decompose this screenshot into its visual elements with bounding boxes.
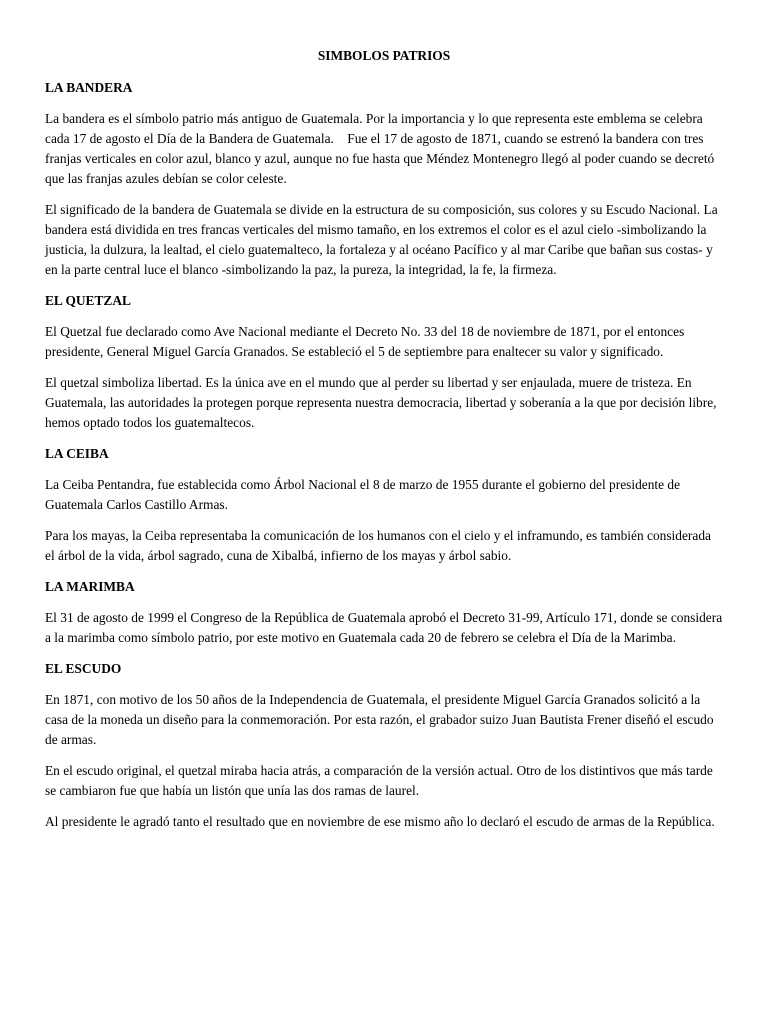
section-el-escudo bbox=[45, 659, 723, 832]
paragraph: El quetzal simboliza libertad. Es la única ave en el mundo que al perder su libertad y ser enjaulada, muere de tristeza. En Guatemala, las autoridades la protegen porque representa nuestra democracia, libertad y soberanía a la que por decisión libre, hemos optado todos los guatemaltecos. bbox=[45, 375, 717, 430]
document-page bbox=[45, 46, 723, 843]
paragraph: La bandera es el símbolo patrio más antiguo de Guatemala. Por la importancia y lo que representa este emblema se celebra cada 17 de agosto el Día de la Bandera de Guatemala. Fue el 17 de agosto de 1871, cuando se estrenó la bandera con tres franjas verticales en color azul, blanco y azul, aunque no fue hasta que Méndez Montenegro llegó al poder cuando se decretó que las franjas azules debían se color celeste. bbox=[45, 111, 718, 186]
section-heading: EL ESCUDO bbox=[45, 661, 122, 676]
paragraph: En el escudo original, el quetzal miraba hacia atrás, a comparación de la versión actual. Otro de los distintivos que más tarde se cambiaron fue que había un listón que unía las dos ramas de laurel. bbox=[45, 763, 713, 798]
paragraph: La Ceiba Pentandra, fue establecida como Árbol Nacional el 8 de marzo de 1955 durante el gobierno del presidente de Guatemala Carlos Castillo Armas. bbox=[45, 477, 681, 512]
section-heading: LA BANDERA bbox=[45, 80, 133, 95]
paragraph: El significado de la bandera de Guatemala se divide en la estructura de su composición, sus colores y su Escudo Nacional. La bandera está dividida en tres francas verticales del mismo tamaño, en los extremos el color es el azul cielo -simbolizando la justicia, la dulzura, la lealtad, el cielo guatemalteco, la fortaleza y al océano Pacífico y al mar Caribe que bañan sus costas- y en la parte central luce el blanco -simbolizando la paz, la pureza, la integridad, la fe, la firmeza. bbox=[45, 202, 718, 277]
section-el-quetzal bbox=[45, 291, 723, 433]
section-heading: LA MARIMBA bbox=[45, 579, 135, 594]
section-la-marimba bbox=[45, 577, 723, 648]
paragraph: En 1871, con motivo de los 50 años de la Independencia de Guatemala, el presidente Miguel García Granados solicitó a la casa de la moneda un diseño para la conmemoración. Por esta razón, el grabador suizo Juan Bautista Frener diseñó el escudo de armas. bbox=[45, 692, 714, 747]
document-title: SIMBOLOS PATRIOS bbox=[317, 48, 451, 63]
paragraph: Para los mayas, la Ceiba representaba la comunicación de los humanos con el cielo y el inframundo, es también considerada el árbol de la vida, árbol sagrado, cuna de Xibalbá, infierno de los mayas y árbol sabio. bbox=[45, 528, 711, 563]
section-heading: LA CEIBA bbox=[45, 446, 109, 461]
section-la-bandera bbox=[45, 78, 723, 280]
paragraph: El 31 de agosto de 1999 el Congreso de la República de Guatemala aprobó el Decreto 31-99, Artículo 171, donde se considera a la marimba como símbolo patrio, por este motivo en Guatemala cada 20 de febrero se celebra el Día de la Marimba. bbox=[45, 610, 723, 645]
paragraph: El Quetzal fue declarado como Ave Nacional mediante el Decreto No. 33 del 18 de noviembre de 1871, por el entonces presidente, General Miguel García Granados. Se estableció el 5 de septiembre para enaltecer su valor y significado. bbox=[45, 324, 685, 359]
section-heading: EL QUETZAL bbox=[45, 293, 131, 308]
paragraph: Al presidente le agradó tanto el resultado que en noviembre de ese mismo año lo declaró el escudo de armas de la República. bbox=[45, 814, 715, 829]
section-la-ceiba bbox=[45, 444, 723, 566]
